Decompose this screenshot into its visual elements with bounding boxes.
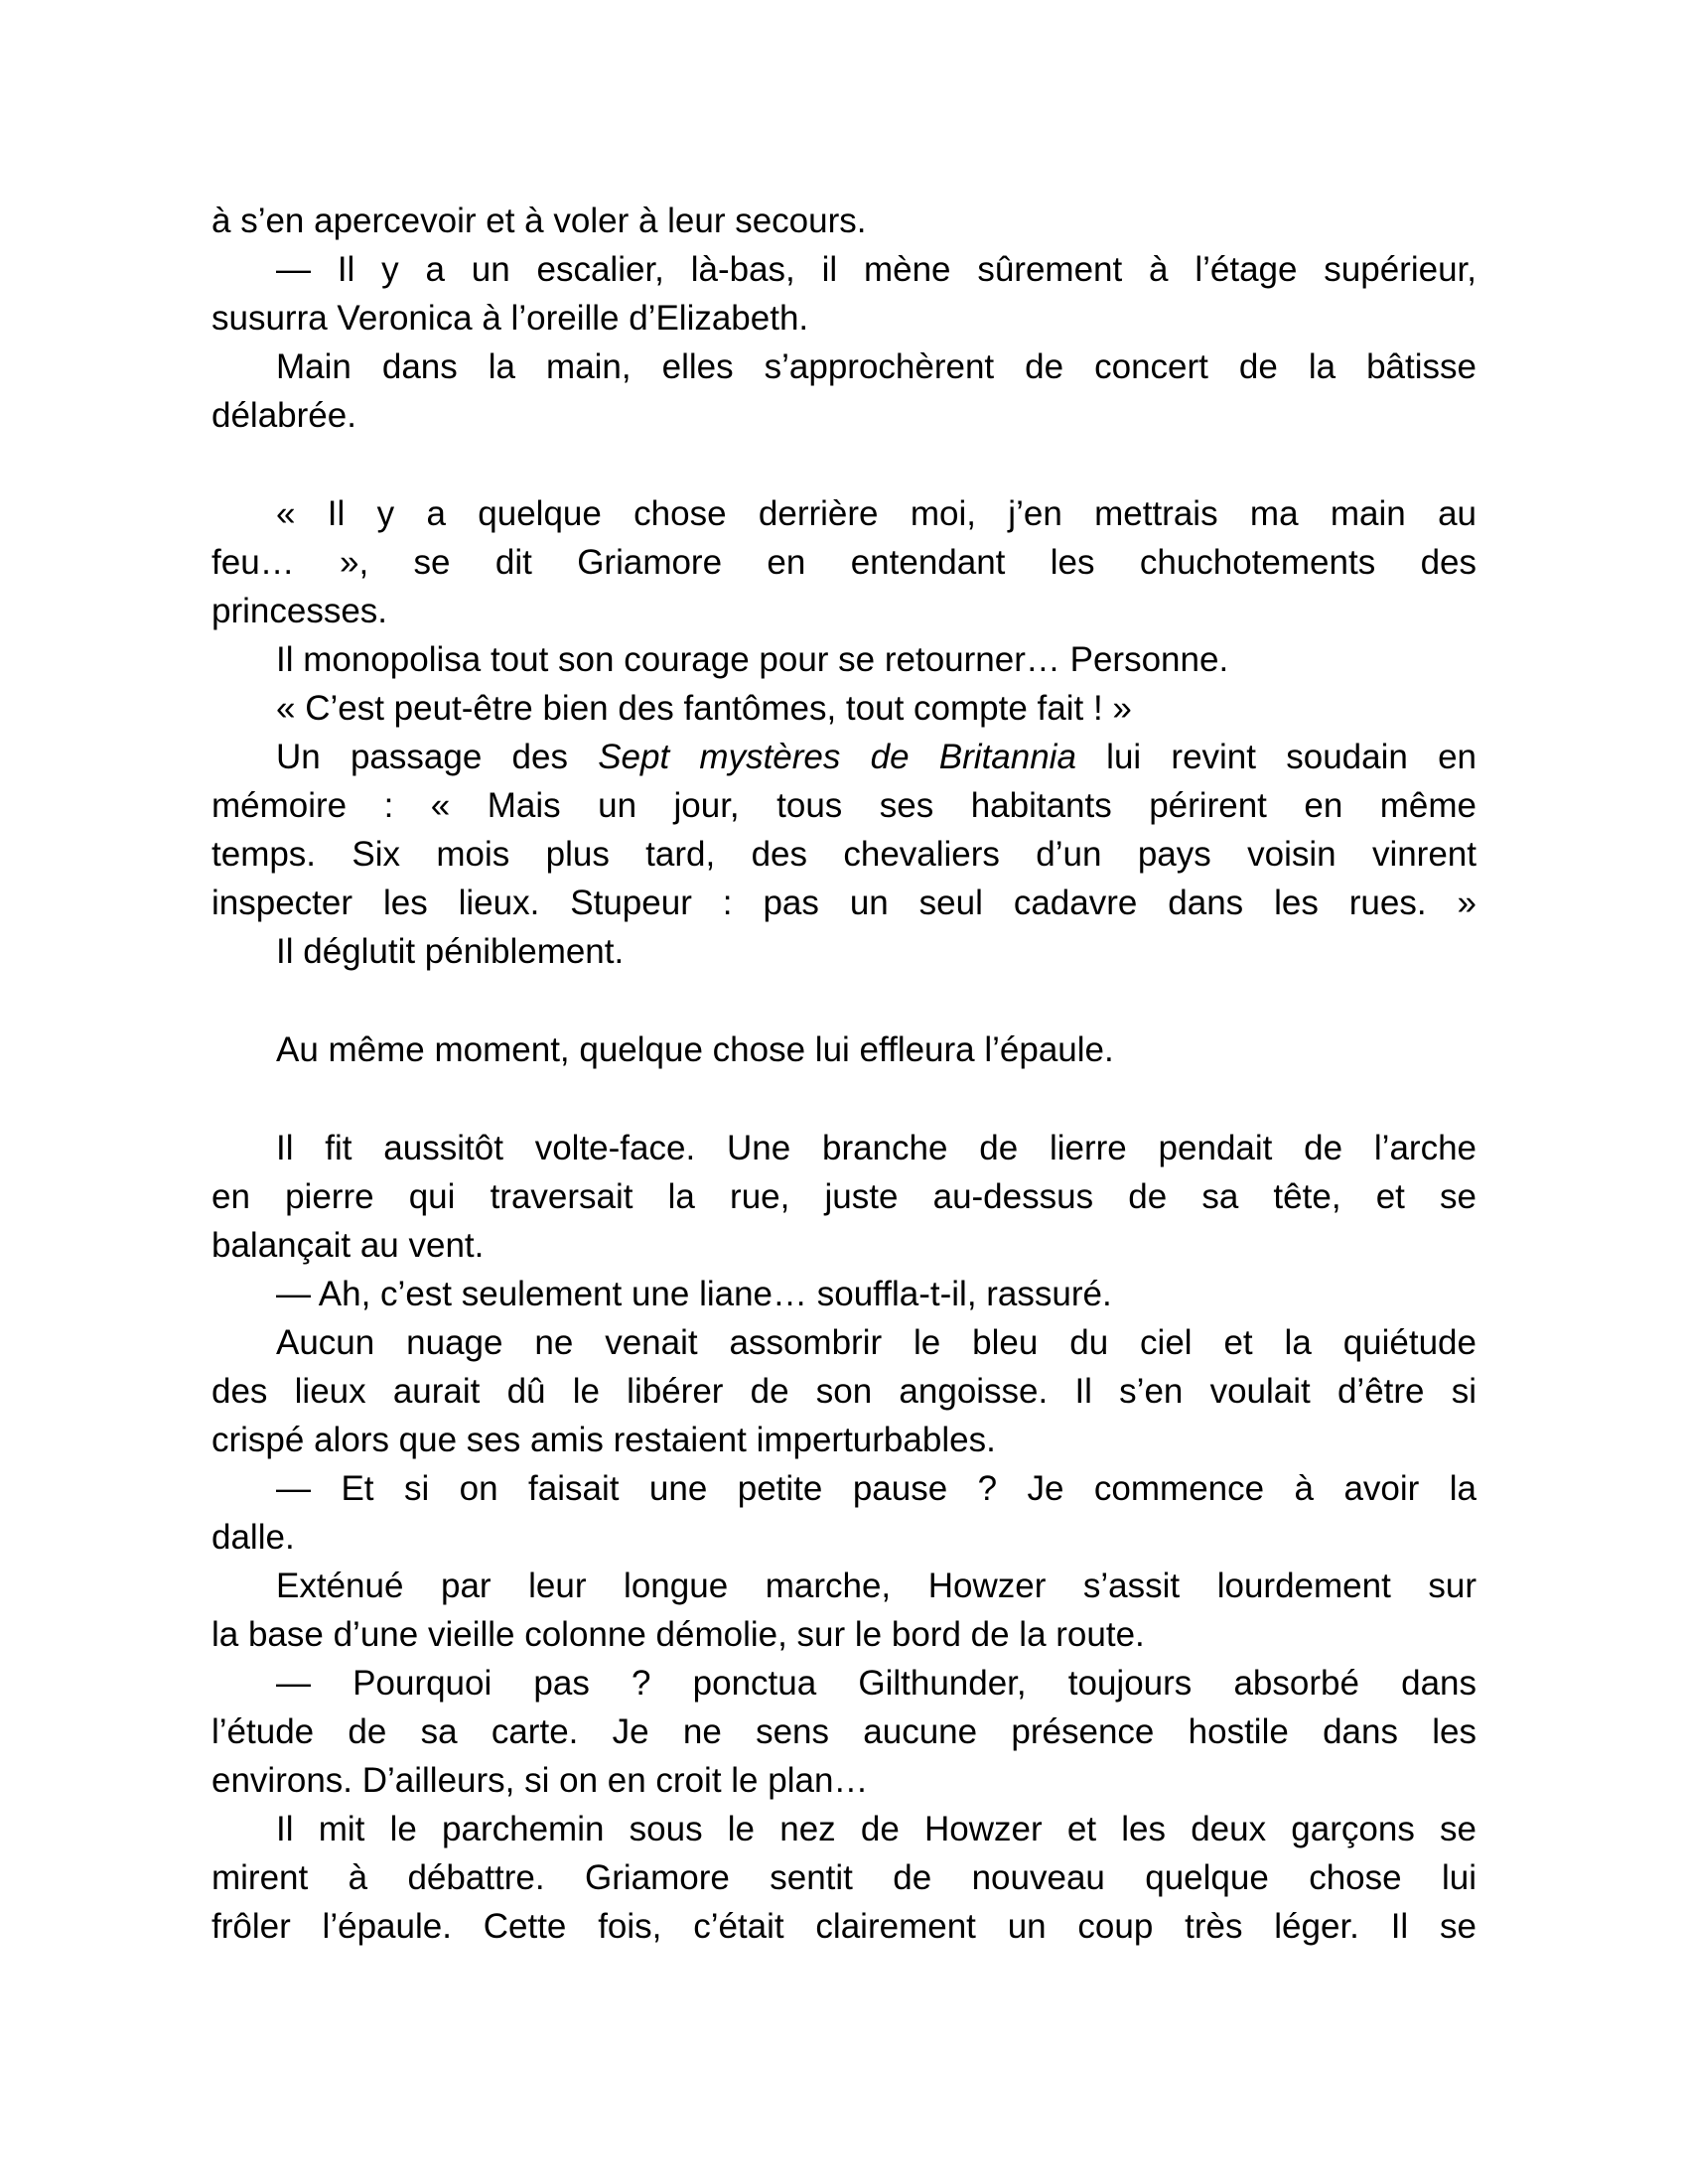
text-segment: « C’est peut-être bien des fantômes, tout compte fait ! »	[276, 689, 1132, 728]
text-segment: temps. Six mois plus tard, des chevaliers d’un pays voisin vinrent	[211, 835, 1477, 874]
text-segment: Un passage des	[276, 738, 599, 776]
text-segment: mirent à débattre. Griamore sentit de nouveau quelque chose lui	[211, 1858, 1477, 1897]
text-line	[211, 1367, 1477, 1416]
text-line	[211, 245, 1477, 294]
text-line	[211, 635, 1477, 684]
blank-line	[211, 440, 1477, 489]
text-segment: Il déglutit péniblement.	[276, 932, 625, 971]
text-segment: balançait au vent.	[211, 1226, 485, 1265]
text-line	[211, 1270, 1477, 1318]
text-line	[211, 1805, 1477, 1853]
text-line	[211, 1025, 1477, 1074]
text-line	[211, 342, 1477, 391]
book-title-italic: Sept mystères de Britannia	[598, 738, 1076, 776]
text-line	[211, 1853, 1477, 1902]
text-line	[211, 1659, 1477, 1707]
text-segment: Il fit aussitôt volte-face. Une branche de lierre pendait de l’arche	[276, 1129, 1477, 1167]
text-line	[211, 733, 1477, 781]
text-segment: susurra Veronica à l’oreille d’Elizabeth.	[211, 299, 809, 338]
text-segment: environs. D’ailleurs, si on en croit le plan…	[211, 1761, 869, 1800]
text-line	[211, 197, 1477, 245]
text-segment: « Il y a quelque chose derrière moi, j’en mettrais ma main au	[276, 494, 1477, 533]
text-segment: inspecter les lieux. Stupeur : pas un seul cadavre dans les rues. »	[211, 884, 1477, 922]
blank-line	[211, 976, 1477, 1025]
text-line	[211, 1756, 1477, 1805]
text-line	[211, 1513, 1477, 1562]
text-segment: mémoire : « Mais un jour, tous ses habitants périrent en même	[211, 786, 1477, 825]
text-line	[211, 1562, 1477, 1610]
text-segment: des lieux aurait dû le libérer de son angoisse. Il s’en voulait d’être si	[211, 1372, 1477, 1411]
text-segment: crispé alors que ses amis restaient imperturbables.	[211, 1421, 996, 1459]
text-line	[211, 830, 1477, 879]
text-segment: lui revint soudain en	[1075, 738, 1477, 776]
text-line	[211, 538, 1477, 587]
text-segment: Au même moment, quelque chose lui effleura l’épaule.	[276, 1030, 1114, 1069]
text-segment: Main dans la main, elles s’approchèrent de concert de la bâtisse	[276, 347, 1477, 386]
text-segment: l’étude de sa carte. Je ne sens aucune présence hostile dans les	[211, 1712, 1477, 1751]
text-segment: — Et si on faisait une petite pause ? Je commence à avoir la	[276, 1469, 1477, 1508]
text-segment: feu… », se dit Griamore en entendant les chuchotements des	[211, 543, 1477, 582]
text-line	[211, 1416, 1477, 1464]
text-line	[211, 489, 1477, 538]
text-segment: la base d’une vieille colonne démolie, sur le bord de la route.	[211, 1615, 1145, 1654]
text-line	[211, 1707, 1477, 1756]
text-segment: Il monopolisa tout son courage pour se retourner… Personne.	[276, 640, 1229, 679]
page-text-block	[211, 197, 1477, 1951]
text-segment: — Pourquoi pas ? ponctua Gilthunder, toujours absorbé dans	[276, 1664, 1477, 1703]
text-line	[211, 1464, 1477, 1513]
text-line	[211, 1902, 1477, 1951]
text-segment: à s’en apercevoir et à voler à leur secours.	[211, 202, 867, 240]
text-line	[211, 927, 1477, 976]
text-segment: Il mit le parchemin sous le nez de Howzer et les deux garçons se	[276, 1810, 1477, 1848]
text-segment: — Il y a un escalier, là-bas, il mène sûrement à l’étage supérieur,	[276, 250, 1477, 289]
text-line	[211, 1221, 1477, 1270]
text-segment: en pierre qui traversait la rue, juste au-dessus de sa tête, et se	[211, 1177, 1477, 1216]
text-line	[211, 1172, 1477, 1221]
text-segment: princesses.	[211, 592, 388, 630]
text-line	[211, 1124, 1477, 1172]
text-line	[211, 1610, 1477, 1659]
text-segment: Aucun nuage ne venait assombrir le bleu du ciel et la quiétude	[276, 1323, 1477, 1362]
text-segment: Exténué par leur longue marche, Howzer s’assit lourdement sur	[276, 1567, 1477, 1605]
text-segment: dalle.	[211, 1518, 295, 1557]
text-line	[211, 781, 1477, 830]
text-line	[211, 391, 1477, 440]
blank-line	[211, 1074, 1477, 1124]
text-segment: frôler l’épaule. Cette fois, c’était clairement un coup très léger. Il se	[211, 1907, 1477, 1946]
text-line	[211, 294, 1477, 342]
text-line	[211, 879, 1477, 927]
text-segment: délabrée.	[211, 396, 356, 435]
text-segment: — Ah, c’est seulement une liane… souffla-t-il, rassuré.	[276, 1275, 1112, 1313]
text-line	[211, 1318, 1477, 1367]
text-line	[211, 587, 1477, 635]
text-line	[211, 684, 1477, 733]
